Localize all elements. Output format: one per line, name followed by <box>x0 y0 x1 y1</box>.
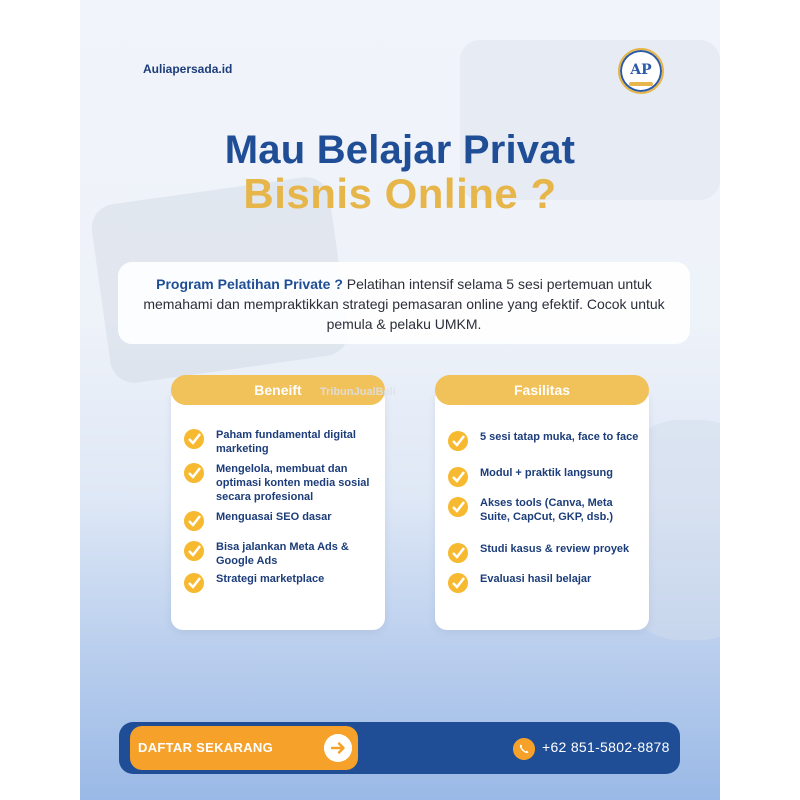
benefit-card <box>171 388 385 630</box>
check-badge-icon <box>447 496 469 518</box>
check-badge-icon <box>183 510 205 532</box>
register-button[interactable] <box>130 726 358 770</box>
list-item <box>183 510 375 532</box>
list-item <box>447 466 639 488</box>
fasilitas-item-5: Evaluasi hasil belajar <box>480 573 592 585</box>
fasilitas-header: Fasilitas <box>435 375 649 405</box>
intro-box <box>118 262 690 344</box>
fasilitas-item-3: Akses tools (Canva, Meta Suite, CapCut, GKP, dsb.) <box>480 497 614 523</box>
list-item <box>183 428 375 456</box>
check-badge-icon <box>183 462 205 484</box>
fasilitas-card <box>435 388 649 630</box>
check-badge-icon <box>183 540 205 562</box>
list-item <box>183 462 375 504</box>
logo-band <box>629 82 653 86</box>
check-badge-icon <box>447 430 469 452</box>
benefit-header: Beneift <box>171 375 385 405</box>
phone-number[interactable]: +62 851-5802-8878 <box>542 739 670 755</box>
list-item <box>183 572 375 594</box>
check-badge-icon <box>183 572 205 594</box>
check-badge-icon <box>183 428 205 450</box>
check-badge-icon <box>447 542 469 564</box>
fasilitas-item-2: Modul + praktik langsung <box>480 467 613 479</box>
check-badge-icon <box>447 466 469 488</box>
list-item <box>447 430 639 452</box>
register-button-label: DAFTAR SEKARANG <box>138 740 273 755</box>
intro-lead: Program Pelatihan Private ? <box>156 276 343 292</box>
list-item <box>447 496 639 524</box>
list-item <box>447 542 639 564</box>
benefit-item-2: Mengelola, membuat dan optimasi konten media sosial secara profesional <box>216 463 370 503</box>
watermark: TribunJualBeli <box>320 386 396 398</box>
benefit-item-4: Bisa jalankan Meta Ads & Google Ads <box>216 541 349 567</box>
check-badge-icon <box>447 572 469 594</box>
headline-line-2: Bisnis Online ? <box>243 170 557 217</box>
phone-icon <box>513 738 535 760</box>
poster <box>80 0 720 800</box>
list-item <box>183 540 375 568</box>
benefit-item-3: Menguasai SEO dasar <box>216 511 332 523</box>
intro-body: Pelatihan intensif selama 5 sesi pertemuan untuk memahami dan mempraktikkan strategi pemasaran online yang efektif. Cocok untuk pemula & pelaku UMKM. <box>143 276 665 332</box>
headline-line-1: Mau Belajar Privat <box>224 128 576 172</box>
fasilitas-item-1: 5 sesi tatap muka, face to face <box>480 431 639 443</box>
benefit-item-1: Paham fundamental digital marketing <box>216 429 356 455</box>
brand-name: Auliapersada.id <box>143 62 233 76</box>
logo-letters: AP <box>630 62 652 78</box>
list-item <box>447 572 639 594</box>
logo-icon <box>618 48 664 94</box>
fasilitas-item-4: Studi kasus & review proyek <box>480 543 630 555</box>
arrow-right-icon <box>324 734 352 762</box>
benefit-item-5: Strategi marketplace <box>216 573 325 585</box>
